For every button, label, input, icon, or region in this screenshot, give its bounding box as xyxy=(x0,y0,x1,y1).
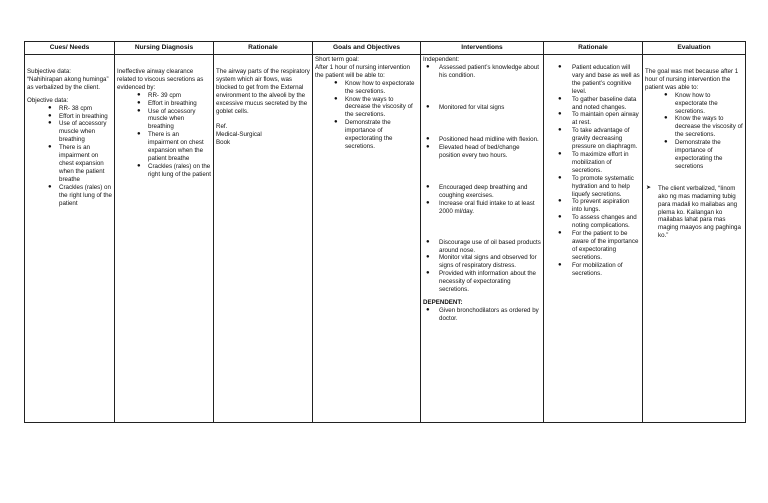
rationale-2-list xyxy=(546,64,640,277)
list-item: ● Effort in breathing xyxy=(48,112,108,120)
list-item: ● Provided with information about the necessity of expectorating secretions. xyxy=(426,270,536,294)
list-item: ● Know the ways to decrease the viscosity of the secretions. xyxy=(664,115,743,139)
header-evaluation: Evaluation xyxy=(643,42,746,55)
list-item: ● Know how to expectorate the secretions. xyxy=(664,91,718,115)
list-item: ● Crackles (rales) on the right lung of the patient xyxy=(48,183,112,207)
independent-label: Independent: xyxy=(423,56,460,63)
cues-cell xyxy=(25,55,115,423)
list-item: ● To maintain open airway at rest. xyxy=(558,111,639,127)
interventions-list xyxy=(423,64,541,294)
list-item: ● Encouraged deep breathing and coughing exercises. xyxy=(426,183,528,199)
list-item: ● To gather baseline data and noted changes. xyxy=(558,95,637,111)
goals-intro: After 1 hour of nursing intervention the patient will be able to: xyxy=(315,63,410,79)
list-item: ● Monitor vital signs and observed for signs of respiratory distress. xyxy=(426,254,537,270)
list-item: ● To maximize effort in mobilization of secretions. xyxy=(558,150,629,174)
nursing-care-plan-table xyxy=(24,41,746,423)
list-item: ● Use of accessory muscle when breathing xyxy=(137,107,196,131)
list-item: ● For the patient to be aware of the importance of expectorating secretions. xyxy=(558,230,639,261)
goals-list xyxy=(315,80,418,151)
list-item: ● Effort in breathing xyxy=(137,99,197,107)
evaluation-cell xyxy=(643,55,746,423)
reference-book: Medical-Surgical Book xyxy=(216,131,262,147)
list-item: ● Elevated head of bed/change position every two hours. xyxy=(426,143,520,159)
dependent-list xyxy=(423,307,541,323)
list-item: ➤ The client verbalized, “Iinom ako ng mas madaming tubig para madali ko mailabas ang plema ko. Kailangan ko mailabas lahat para mas maging maayos ang paghinga ko.” xyxy=(646,184,741,240)
header-cues: Cues/ Needs xyxy=(25,42,115,55)
rationale-2-cell xyxy=(544,55,643,423)
dependent-label: DEPENDENT: xyxy=(423,298,463,306)
header-diagnosis: Nursing Diagnosis xyxy=(115,42,214,55)
list-item: ● Increase oral fluid intake to at least 2000 ml/day. xyxy=(426,199,535,215)
content-row xyxy=(25,55,746,423)
list-item: ● Demonstrate the importance of expectorating the secretions. xyxy=(334,119,393,150)
list-item: ● Use of accessory muscle when breathing xyxy=(48,120,107,144)
verbalized-list xyxy=(645,185,743,240)
list-item: ● To assess changes and noting complications. xyxy=(558,214,637,230)
list-item: ● There is an impairment on chest expansion when the patient breathe xyxy=(48,144,105,183)
list-item: ● Positioned head midline with flexion. xyxy=(426,135,539,143)
header-goals: Goals and Objectives xyxy=(313,42,421,55)
subjective-text: “Nahihirapan akong huminga” as verbalized by the client. xyxy=(27,75,109,91)
interventions-cell xyxy=(421,55,544,423)
header-rationale-2: Rationale xyxy=(544,42,643,55)
header-row xyxy=(25,42,746,55)
list-item: ● Know how to expectorate the secretions. xyxy=(334,79,415,95)
list-item: ● To take advantage of gravity decreasing pressure on diaphragm. xyxy=(558,127,638,151)
objective-label: Objective data: xyxy=(27,96,69,104)
list-item: ● Assessed patient’s knowledge about his condition. xyxy=(426,63,539,79)
evaluation-intro: The goal was met because after 1 hour of nursing intervention the patient was able to: xyxy=(645,68,739,91)
rationale-1-text: The airway parts of the respiratory system which air flows, was blocked to get from the External environment to the alveoli by the excessive mucus secreted by the goblet cells. xyxy=(216,68,310,115)
list-item: ● Know the ways to decrease the viscosity of the secretions. xyxy=(334,95,413,119)
objective-list xyxy=(27,105,112,208)
list-item: ● RR- 39 cpm xyxy=(137,91,182,99)
list-item: ● For mobilization of secretions. xyxy=(558,261,623,277)
list-item: ● Discourage use of oil based products around nose. xyxy=(426,238,541,254)
reference-label: Ref. xyxy=(216,123,228,131)
list-item: ● Patient education will vary and base as well as the patient’s cognitive level. xyxy=(558,64,640,95)
list-item: ● RR- 38 cpm xyxy=(48,104,93,112)
list-item: ● To promote systematic hydration and to help liquefy secretions. xyxy=(558,174,634,198)
diagnosis-text: Ineffective airway clearance related to viscous secretions as evidenced by: xyxy=(117,68,204,91)
rationale-1-cell xyxy=(214,55,313,423)
list-item: ● Demonstrate the importance of expectorating the secretions xyxy=(664,139,723,170)
list-item: ● Crackles (rales) on the right lung of the patient xyxy=(137,162,211,178)
list-item: ● Monitored for vital signs xyxy=(426,103,505,111)
list-item: ● To prevent aspiration into lungs. xyxy=(558,198,630,214)
list-item: ● There is an impairment on chest expansion when the patient breathe xyxy=(137,131,204,162)
subjective-label: Subjective data: xyxy=(27,68,72,75)
goals-cell xyxy=(313,55,421,423)
diagnosis-list xyxy=(117,92,211,179)
care-plan-table-wrap xyxy=(24,41,746,423)
header-interventions: Interventions xyxy=(421,42,544,55)
short-term-label: Short term goal: xyxy=(315,56,360,63)
header-rationale-1: Rationale xyxy=(214,42,313,55)
evaluation-list xyxy=(645,92,743,171)
diagnosis-cell xyxy=(115,55,214,423)
list-item: ● Given bronchodilators as ordered by doctor. xyxy=(426,306,539,322)
